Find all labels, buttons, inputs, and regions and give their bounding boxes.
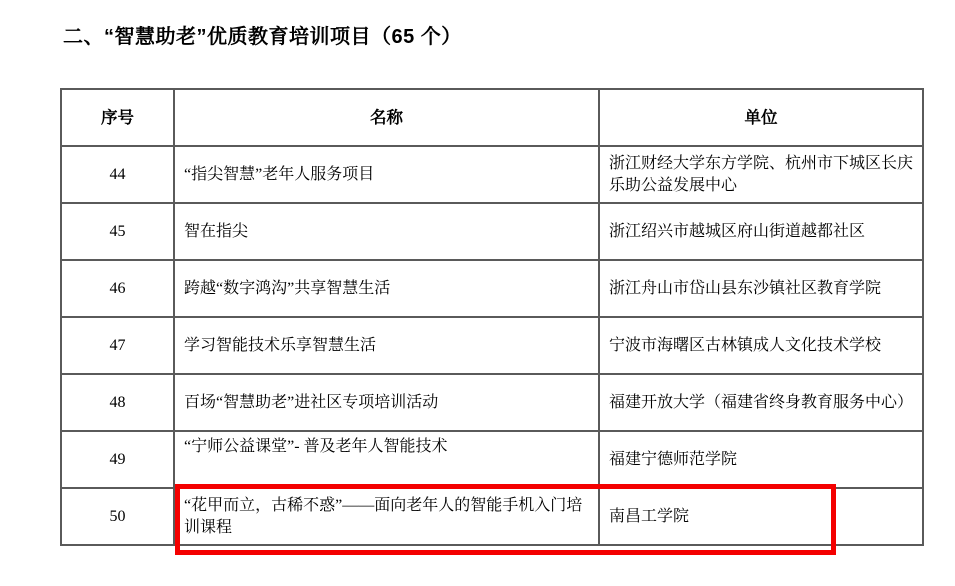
cell-name: 学习智能技术乐享智慧生活 <box>174 317 599 374</box>
cell-no: 49 <box>61 431 174 488</box>
table-row <box>61 374 923 431</box>
cell-no: 46 <box>61 260 174 317</box>
table-body <box>61 146 923 545</box>
cell-no: 48 <box>61 374 174 431</box>
cell-unit: 福建开放大学（福建省终身教育服务中心） <box>599 374 923 431</box>
cell-no: 47 <box>61 317 174 374</box>
cell-name: “花甲而立，古稀不惑”——面向老年人的智能手机入门培训课程 <box>174 488 599 545</box>
cell-no: 44 <box>61 146 174 203</box>
projects-table <box>60 88 924 546</box>
header-cell-name: 名称 <box>174 89 599 146</box>
cell-unit: 浙江财经大学东方学院、杭州市下城区长庆乐助公益发展中心 <box>599 146 923 203</box>
cell-name: “宁师公益课堂”- 普及老年人智能技术 <box>174 431 599 488</box>
cell-name: 智在指尖 <box>174 203 599 260</box>
cell-name: 跨越“数字鸿沟”共享智慧生活 <box>174 260 599 317</box>
cell-unit: 宁波市海曙区古林镇成人文化技术学校 <box>599 317 923 374</box>
cell-name: “指尖智慧”老年人服务项目 <box>174 146 599 203</box>
page-title: 二、“智慧助老”优质教育培训项目（65 个） <box>63 26 462 48</box>
table-row <box>61 488 923 545</box>
cell-unit: 浙江绍兴市越城区府山街道越都社区 <box>599 203 923 260</box>
table-row <box>61 317 923 374</box>
header-cell-no: 序号 <box>61 89 174 146</box>
table-row <box>61 260 923 317</box>
table-row <box>61 431 923 488</box>
cell-name: 百场“智慧助老”进社区专项培训活动 <box>174 374 599 431</box>
table-header-row <box>61 89 923 146</box>
table-row <box>61 146 923 203</box>
cell-unit: 南昌工学院 <box>599 488 923 545</box>
cell-no: 50 <box>61 488 174 545</box>
table-row <box>61 203 923 260</box>
header-cell-unit: 单位 <box>599 89 923 146</box>
cell-no: 45 <box>61 203 174 260</box>
cell-unit: 福建宁德师范学院 <box>599 431 923 488</box>
cell-unit: 浙江舟山市岱山县东沙镇社区教育学院 <box>599 260 923 317</box>
